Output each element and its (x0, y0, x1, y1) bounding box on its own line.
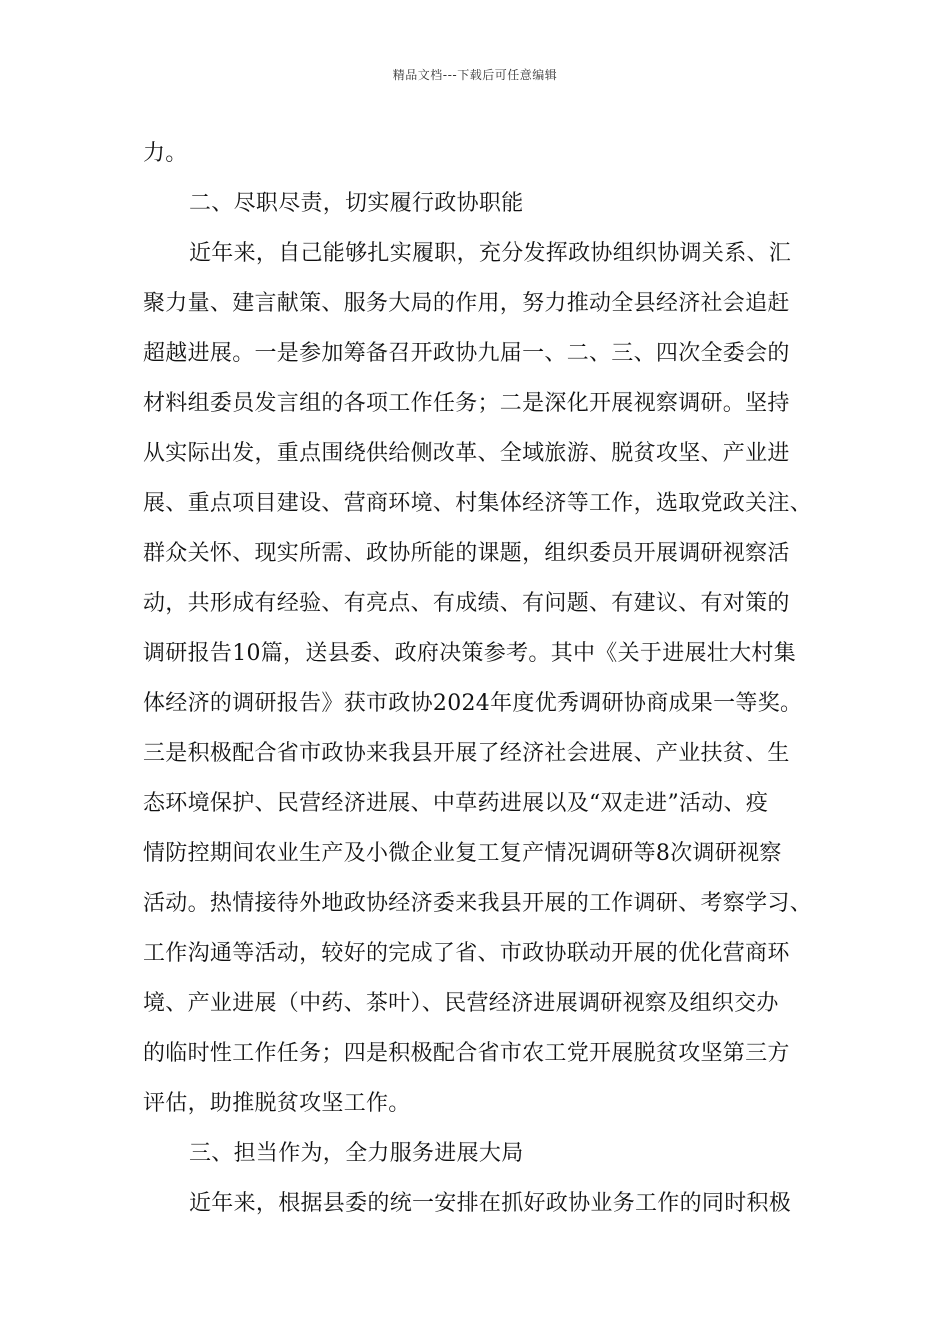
paragraph-line: 评估，助推脱贫攻坚工作。 (143, 1091, 411, 1116)
paragraph-line: 活动。热情接待外地政协经济委来我县开展的工作调研、考察学习、 (143, 891, 813, 916)
paragraph-line: 体经济的调研报告》获市政协2024年度优秀调研协商成果一等奖。 (143, 691, 803, 716)
section-heading: 三、担当作为，全力服务进展大局 (189, 1141, 524, 1166)
paragraph-line: 的临时性工作任务；四是积极配合省市农工党开展脱贫攻坚第三方 (143, 1041, 790, 1066)
paragraph-line: 三是积极配合省市政协来我县开展了经济社会进展、产业扶贫、生 (143, 741, 790, 766)
paragraph-line: 情防控期间农业生产及小微企业复工复产情况调研等8次调研视察 (143, 841, 782, 866)
paragraph-line: 近年来，自己能够扎实履职，充分发挥政协组织协调关系、汇 (189, 241, 792, 266)
page-header: 精品文档---下载后可任意编辑 (392, 68, 558, 82)
paragraph-line: 工作沟通等活动，较好的完成了省、市政协联动开展的优化营商环 (143, 941, 790, 966)
paragraph-line: 近年来，根据县委的统一安排在抓好政协业务工作的同时积极 (189, 1191, 792, 1216)
paragraph-line: 力。 (143, 141, 188, 166)
document-body (143, 129, 823, 1229)
paragraph-line: 展、重点项目建设、营商环境、村集体经济等工作，选取党政关注、 (143, 491, 813, 516)
paragraph-line: 调研报告10篇，送县委、政府决策参考。其中《关于进展壮大村集 (143, 641, 796, 666)
paragraph-line: 聚力量、建言献策、服务大局的作用，努力推动全县经济社会追赶 (143, 291, 790, 316)
paragraph-line: 超越进展。一是参加筹备召开政协九届一、二、三、四次全委会的 (143, 341, 790, 366)
paragraph-line: 材料组委员发言组的各项工作任务；二是深化开展视察调研。坚持 (143, 391, 790, 416)
paragraph-line: 群众关怀、现实所需、政协所能的课题，组织委员开展调研视察活 (143, 541, 790, 566)
paragraph-line: 动，共形成有经验、有亮点、有成绩、有问题、有建议、有对策的 (143, 591, 790, 616)
paragraph-line: 从实际出发，重点围绕供给侧改革、全域旅游、脱贫攻坚、产业进 (143, 441, 790, 466)
section-heading: 二、尽职尽责，切实履行政协职能 (189, 191, 524, 216)
paragraph-line: 态环境保护、民营经济进展、中草药进展以及“双走进”活动、疫 (143, 791, 769, 816)
paragraph-line: 境、产业进展（中药、茶叶）、民营经济进展调研视察及组织交办 (143, 991, 779, 1016)
